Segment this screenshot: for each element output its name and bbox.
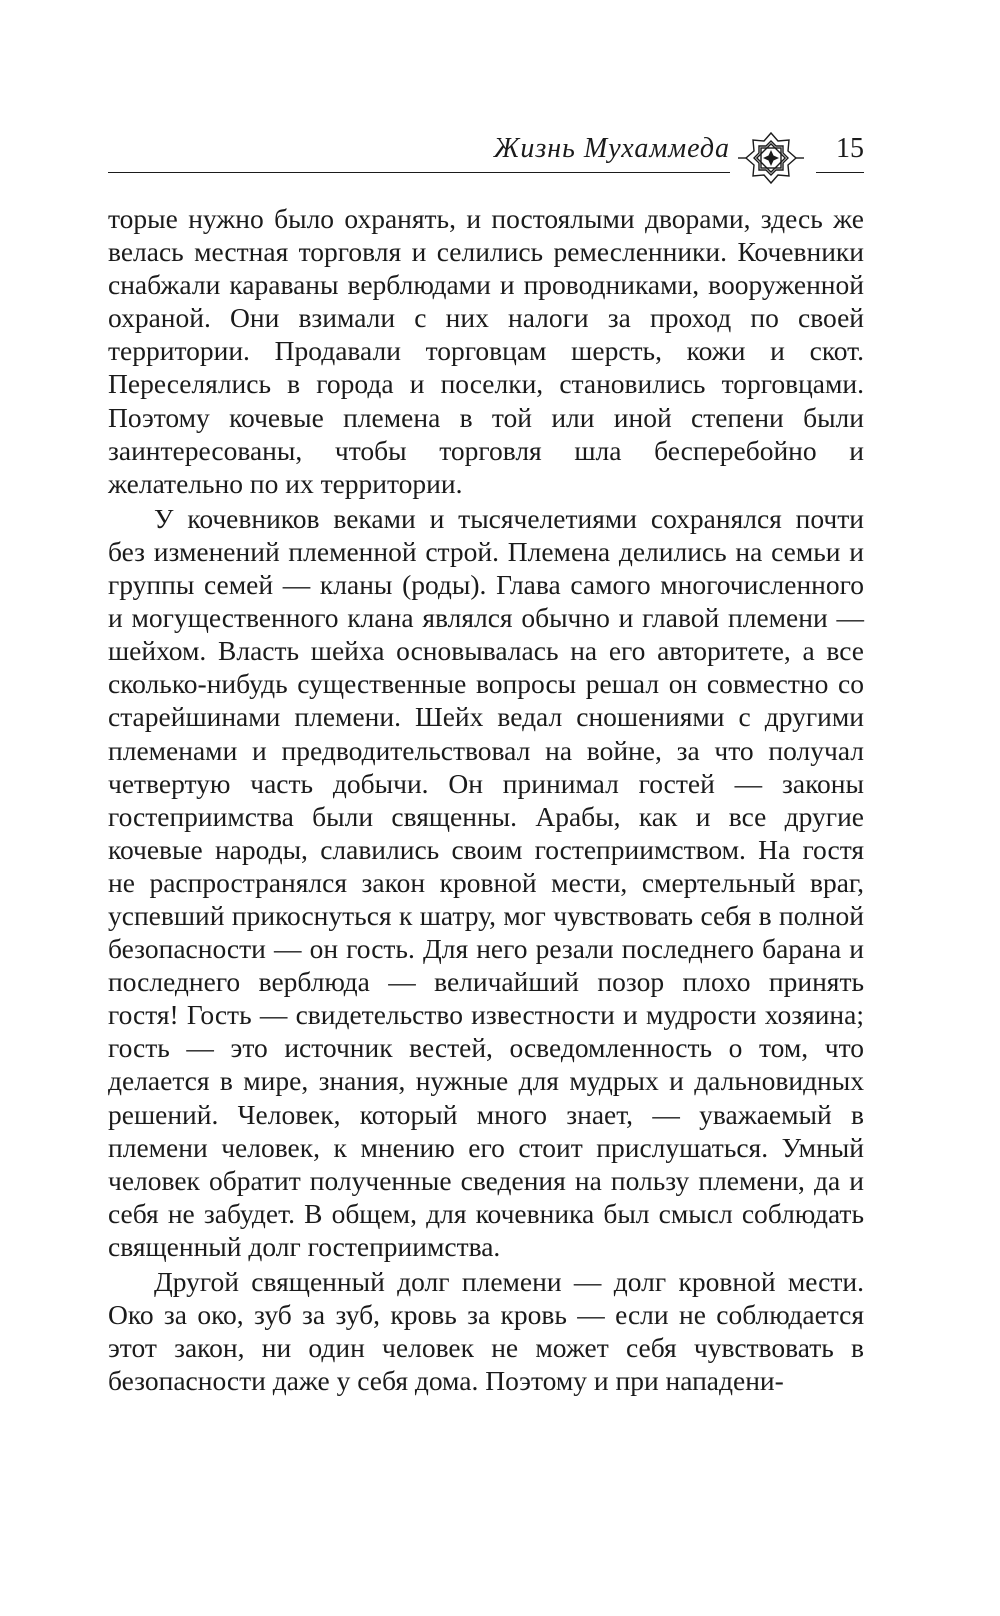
- body-text: [108, 202, 864, 1399]
- paragraph-2: У кочевников веками и тысячелетиями сохранялся почти без изменений племенной строй. Племена делились на семьи и группы семей — кланы (роды). Глава самого многочисленного и могущественного клана являлся обычно и главой племени — шейхом. Власть шейха основывалась на его авторитете, а все сколько-нибудь существенные вопросы решал он совместно со старейшинами племени. Шейх ведал сношениями с другими племенами и предводительствовал на войне, за что получал четвертую часть добычи. Он принимал гостей — законы гостеприимства были священны. Арабы, как и все другие кочевые народы, славились своим гостеприимством. На гостя не распространялся закон кровной мести, смертельный враг, успевший прикоснуться к шатру, мог чувствовать себя в полной безопасности — он гость. Для него резали последнего барана и последнего верблюда — величайший позор плохо принять гостя! Гость — свидетельство известности и мудрости хозяина; гость — это источник вестей, осведомленность о том, что делается в мире, знания, нужные для мудрых и дальновидных решений. Человек, который много знает, — уважаемый в племени человек, к мнению его стоит прислушаться. Умный человек обратит полученные сведения на пользу племени, да и себя не забудет. В общем, для кочевника был смысл соблюдать священный долг гостеприимства.: [108, 502, 864, 1262]
- page-number: 15: [836, 133, 864, 164]
- paragraph-1: торые нужно было охранять, и постоялыми дворами, здесь же велась местная торговля и селились ремесленники. Кочевники снабжали караваны верблюдами и проводниками, вооруженной охраной. Они взимали с них налоги за проход по своей территории. Продавали торговцам шерсть, кожи и скот. Переселялись в города и поселки, становились торговцами. Поэтому кочевые племена в той или иной степени были заинтересованы, чтобы торговля шла бесперебойно и желательно по их территории.: [108, 203, 864, 499]
- header-rule-left: [108, 172, 730, 173]
- header-rule-right: [816, 172, 864, 173]
- running-title: Жизнь Мухаммеда: [493, 133, 730, 164]
- paragraph-3: Другой священный долг племени — долг кровной мести. Око за око, зуб за зуб, кровь за кровь — если не соблюдается этот закон, ни один человек не может себя чувствовать в безопасности даже у себя дома. Поэтому и при нападени-: [108, 1266, 864, 1397]
- geometric-star-ornament-icon: [736, 130, 806, 186]
- running-header: [108, 128, 864, 188]
